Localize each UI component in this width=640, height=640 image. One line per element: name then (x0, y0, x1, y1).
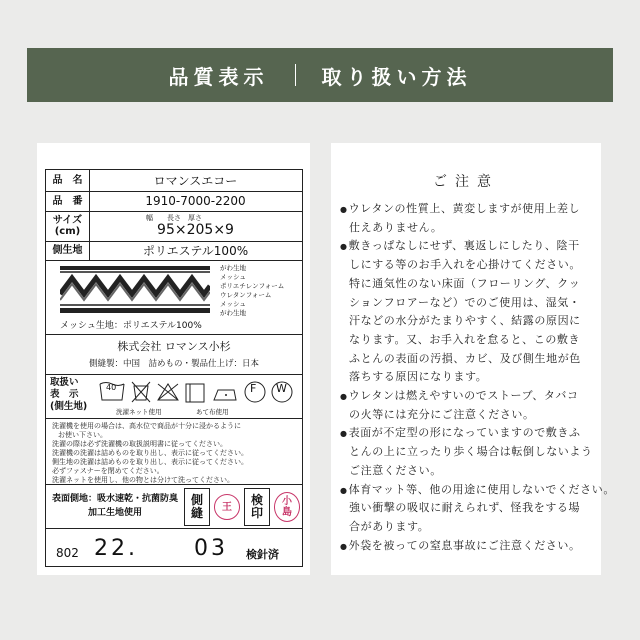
caution-item (340, 424, 581, 440)
manufacturer-section (46, 334, 302, 375)
label-row-product-number (46, 191, 302, 212)
label-value: 95×205×9 (157, 222, 234, 238)
layer-label: がわ生地 (220, 264, 246, 272)
note-line: 洗濯ネットを使用し、他の物とは分けて洗ってください。 (52, 476, 234, 484)
note-line: 洗濯の際は必ず洗濯機の取扱説明書に従ってください。 (52, 440, 227, 448)
caution-item-continuation: 落ちする原因になります。 (349, 370, 488, 384)
bullet-icon: ● (340, 541, 348, 551)
quality-label-card (37, 143, 310, 575)
mesh-fabric-text: メッシュ生地：ポリエステル100% (60, 321, 202, 331)
label-row-cover-fabric (46, 241, 302, 261)
header-banner (27, 48, 613, 102)
caution-item (340, 237, 580, 253)
bullet-icon: ● (340, 392, 348, 401)
wet-clean-w: W (276, 382, 287, 395)
inspection-box: 検 印 (244, 488, 270, 526)
layer-label: がわ生地 (220, 309, 246, 317)
layer-cross-section-diagram (60, 266, 210, 316)
code-row (46, 528, 302, 566)
care-symbols-section (46, 374, 302, 419)
bullet-icon: ● (340, 242, 348, 252)
label-frame (45, 169, 303, 567)
caution-item-continuation: 合があります。 (349, 519, 430, 533)
label-key: 品 名 (46, 170, 90, 191)
sewing-stamp: 王 (214, 494, 240, 520)
label-value: ロマンスエコー (153, 174, 238, 188)
banner-divider (295, 64, 296, 86)
note-line: お使い下さい。 (58, 431, 107, 439)
label-value: 1910-7000-2200 (145, 194, 246, 208)
label-key: サイズ (cm) (46, 211, 90, 241)
care-label-title: 取扱い 表 示 (側生地) (50, 377, 88, 412)
origin-text: 側縫製：中国 詰めもの・製品仕上げ：日本 (88, 359, 259, 369)
bullet-icon: ● (340, 429, 348, 439)
note-line: 洗濯機を使用の場合は、高水位で商品が十分に浸かるように (52, 422, 241, 430)
banner-title-handling: 取り扱い方法 (321, 64, 472, 89)
layer-label: ウレタンフォーム (220, 291, 272, 299)
caution-item (340, 537, 581, 553)
caution-text: ウレタンは燃えやすいのでストーブ、タバコ (348, 389, 579, 402)
washing-notes-section (46, 418, 302, 485)
caution-item-continuation: 汗などの水分がたまりやすく、結露の原因に (349, 314, 581, 328)
caution-item-continuation: ションフロアーなど）でのご使用は、湿気・ (349, 295, 581, 309)
note-line: 必ずファスナーを閉めてください。 (52, 467, 164, 475)
bullet-icon: ● (340, 205, 348, 214)
caution-card (331, 143, 615, 575)
needle-checked: 検針済 (246, 548, 279, 561)
caution-title: ご注意 (433, 174, 499, 190)
caution-item-continuation: 特に通気性のない床面（フローリング、クッ (349, 276, 581, 290)
banner-title-quality: 品質表示 (168, 64, 269, 89)
date-year: 22. (94, 536, 138, 561)
note-line: 洗濯機の洗濯は詰めものを取り出し、表示に従ってください。 (52, 449, 248, 457)
caution-text: 表面が不定型の形になっていますので敷きふ (348, 426, 581, 440)
date-month: 03 (194, 536, 228, 561)
caution-item-continuation: しにする等のお手入れを心掛けてください。 (349, 258, 581, 272)
care-symbols (98, 378, 298, 406)
layer-label: メッシュ (220, 273, 246, 281)
caution-item-continuation: の火等には充分にご注意ください。 (349, 407, 535, 421)
caution-item-continuation: なります。又、お手入れを怠ると、この敷き (349, 332, 581, 346)
label-key: 品 番 (46, 191, 90, 211)
label-key: 側生地 (46, 241, 90, 260)
caution-item-continuation: 強い衝撃の吸収に耐えられず、怪我をする場 (349, 501, 581, 515)
layer-label: ポリエチレンフォーム (220, 282, 285, 290)
label-row-size (46, 211, 302, 242)
code-number: 802 (56, 546, 79, 560)
care-caption-cloth: あて布使用 (196, 408, 229, 416)
inspection-stamp: 小 島 (274, 492, 300, 522)
caution-item-continuation: 仕えありません。 (349, 220, 443, 234)
note-line: 側生地の洗濯は詰めものを取り出し、表示に従ってください。 (52, 458, 248, 466)
caution-item-continuation: ご注意ください。 (349, 463, 442, 477)
caution-item (340, 387, 579, 403)
bullet-icon: ● (340, 485, 348, 495)
label-value: ポリエステル100% (142, 244, 249, 258)
caution-item (340, 481, 615, 497)
wash-temp: 40 (106, 383, 117, 392)
processing-text: 表面側地：吸水速乾・抗菌防臭 加工生地使用 (51, 494, 178, 518)
label-row-product-name (46, 170, 302, 192)
caution-text: 体育マット等、他の用途に使用しないでください。 (348, 482, 615, 496)
caution-item (340, 200, 580, 216)
caution-item-continuation: ふとんの表面の汚損、カビ、及び側生地が色 (349, 351, 581, 365)
dry-clean-f: F (250, 382, 257, 395)
care-caption-net: 洗濯ネット使用 (116, 408, 162, 416)
sewing-box: 側 縫 (184, 488, 210, 526)
caution-text: 敷きっぱなしにせず、裏返しにしたり、陰干 (348, 239, 580, 253)
company-name: 株式会社 ロマンス小杉 (117, 340, 231, 353)
caution-text: 外袋を被っての窒息事故にご注意ください。 (348, 538, 581, 552)
processing-stamps-section (46, 484, 302, 529)
caution-text: ウレタンの性質上、黄変しますが使用上差し (348, 202, 581, 215)
caution-item-continuation: とんの上に立ったり歩く場合は転倒しないよう (349, 445, 593, 459)
layer-structure-section (46, 260, 302, 335)
layer-label: メッシュ (220, 300, 246, 308)
size-subtitle: 幅 長さ 厚さ (146, 214, 202, 222)
